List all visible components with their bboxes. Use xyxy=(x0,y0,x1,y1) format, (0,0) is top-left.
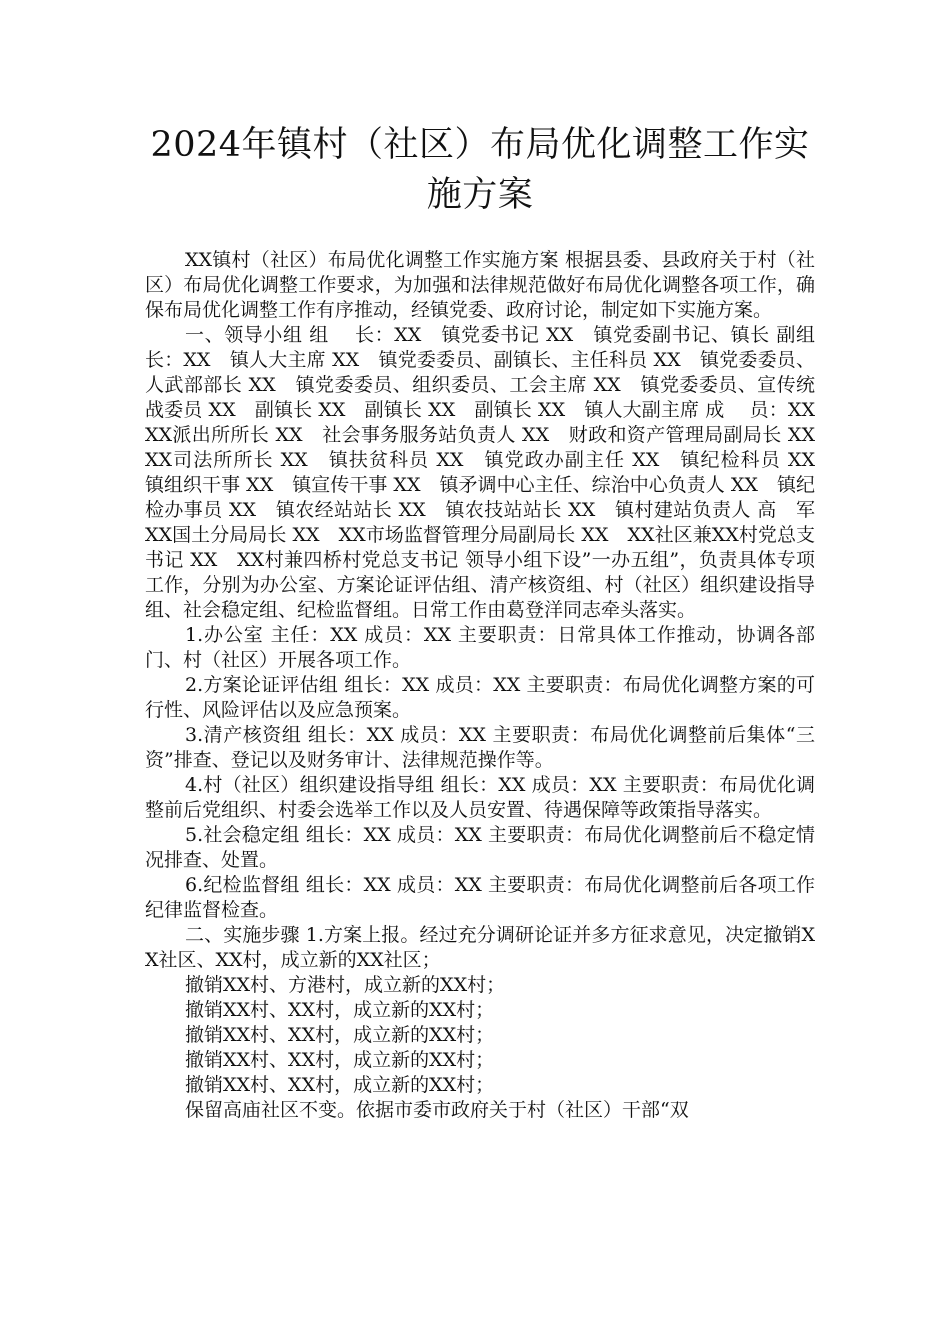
social-stability-group-paragraph: 5.社会稳定组 组长：XX 成员：XX 主要职责：布局优化调整前后不稳定情况排查、处置。 xyxy=(145,824,815,871)
merge-item-3: 撤销XX村、XX村，成立新的XX村； xyxy=(185,1024,495,1046)
merge-item-5: 撤销XX村、XX村，成立新的XX村； xyxy=(185,1074,495,1096)
document-body xyxy=(145,248,835,1123)
document-page xyxy=(145,120,835,1123)
title-line-1: 2024年镇村（社区）布局优化调整工作实 xyxy=(150,125,810,165)
asset-check-group-paragraph: 3.清产核资组 组长：XX 成员：XX 主要职责：布局优化调整前后集体“三资”排查、登记以及财务审计、法律规范操作等。 xyxy=(145,724,815,771)
retain-community-paragraph: 保留高庙社区不变。依据市委市政府关于村（社区）干部“双 xyxy=(185,1099,689,1121)
leadership-group-paragraph: 一、领导小组 组 长：XX 镇党委书记 XX 镇党委副书记、镇长 副组长：XX 镇人大主席 XX 镇党委委员、副镇长、主任科员 XX 镇党委委员、人武部部长 XX 镇党委委员、组织委员、工会主席 XX 镇党委委员、宣传统战委员 XX 副镇长 XX 副镇长 XX 副镇长 XX 镇人大副主席 成 员：XX XX派出所所长 XX 社会事务服务站负责人 XX 财政和资产管理局副局长 XX XX司法所所长 XX 镇扶贫科员 XX 镇党政办副主任 XX 镇纪检科员 XX 镇组织干事 XX 镇宣传干事 XX 镇矛调中心主任、综治中心负责人 XX 镇纪检办事员 XX 镇农经站站长 XX 镇农技站站长 XX 镇村建站负责人 高 军 XX国土分局局长 XX XX市场监督管理分局副局长 XX XX社区兼XX村党总支书记 XX XX村兼四桥村党总支书记 领导小组下设”一办五组”，负责具体专项工作，分别为办公室、方案论证评估组、清产核资组、村（社区）组织建设指导组、社会稳定组、纪检监督组。日常工作由葛登洋同志牵头落实。 xyxy=(145,324,835,621)
organization-guidance-group-paragraph: 4.村（社区）组织建设指导组 组长：XX 成员：XX 主要职责：布局优化调整前后党组织、村委会选举工作以及人员安置、待遇保障等政策指导落实。 xyxy=(145,774,815,821)
office-paragraph: 1.办公室 主任：XX 成员：XX 主要职责：日常具体工作推动，协调各部门、村（社区）开展各项工作。 xyxy=(145,624,815,671)
title-line-2: 施方案 xyxy=(426,175,534,215)
document-title xyxy=(145,120,815,220)
merge-item-1: 撤销XX村、方港村，成立新的XX村； xyxy=(185,974,506,996)
evaluation-group-paragraph: 2.方案论证评估组 组长：XX 成员：XX 主要职责：布局优化调整方案的可行性、风险评估以及应急预案。 xyxy=(145,674,815,721)
implementation-steps-paragraph: 二、实施步骤 1.方案上报。经过充分调研论证并多方征求意见，决定撤销XX社区、XX村，成立新的XX社区； xyxy=(145,924,815,971)
discipline-supervision-group-paragraph: 6.纪检监督组 组长：XX 成员：XX 主要职责：布局优化调整前后各项工作纪律监督检查。 xyxy=(145,874,815,921)
merge-item-4: 撤销XX村、XX村，成立新的XX村； xyxy=(185,1049,495,1071)
merge-item-2: 撤销XX村、XX村，成立新的XX村； xyxy=(185,999,495,1021)
intro-paragraph: XX镇村（社区）布局优化调整工作实施方案 根据县委、县政府关于村（社区）布局优化调整工作要求，为加强和法律规范做好布局优化调整各项工作，确保布局优化调整工作有序推动，经镇党委、政府讨论，制定如下实施方案。 xyxy=(145,249,815,321)
